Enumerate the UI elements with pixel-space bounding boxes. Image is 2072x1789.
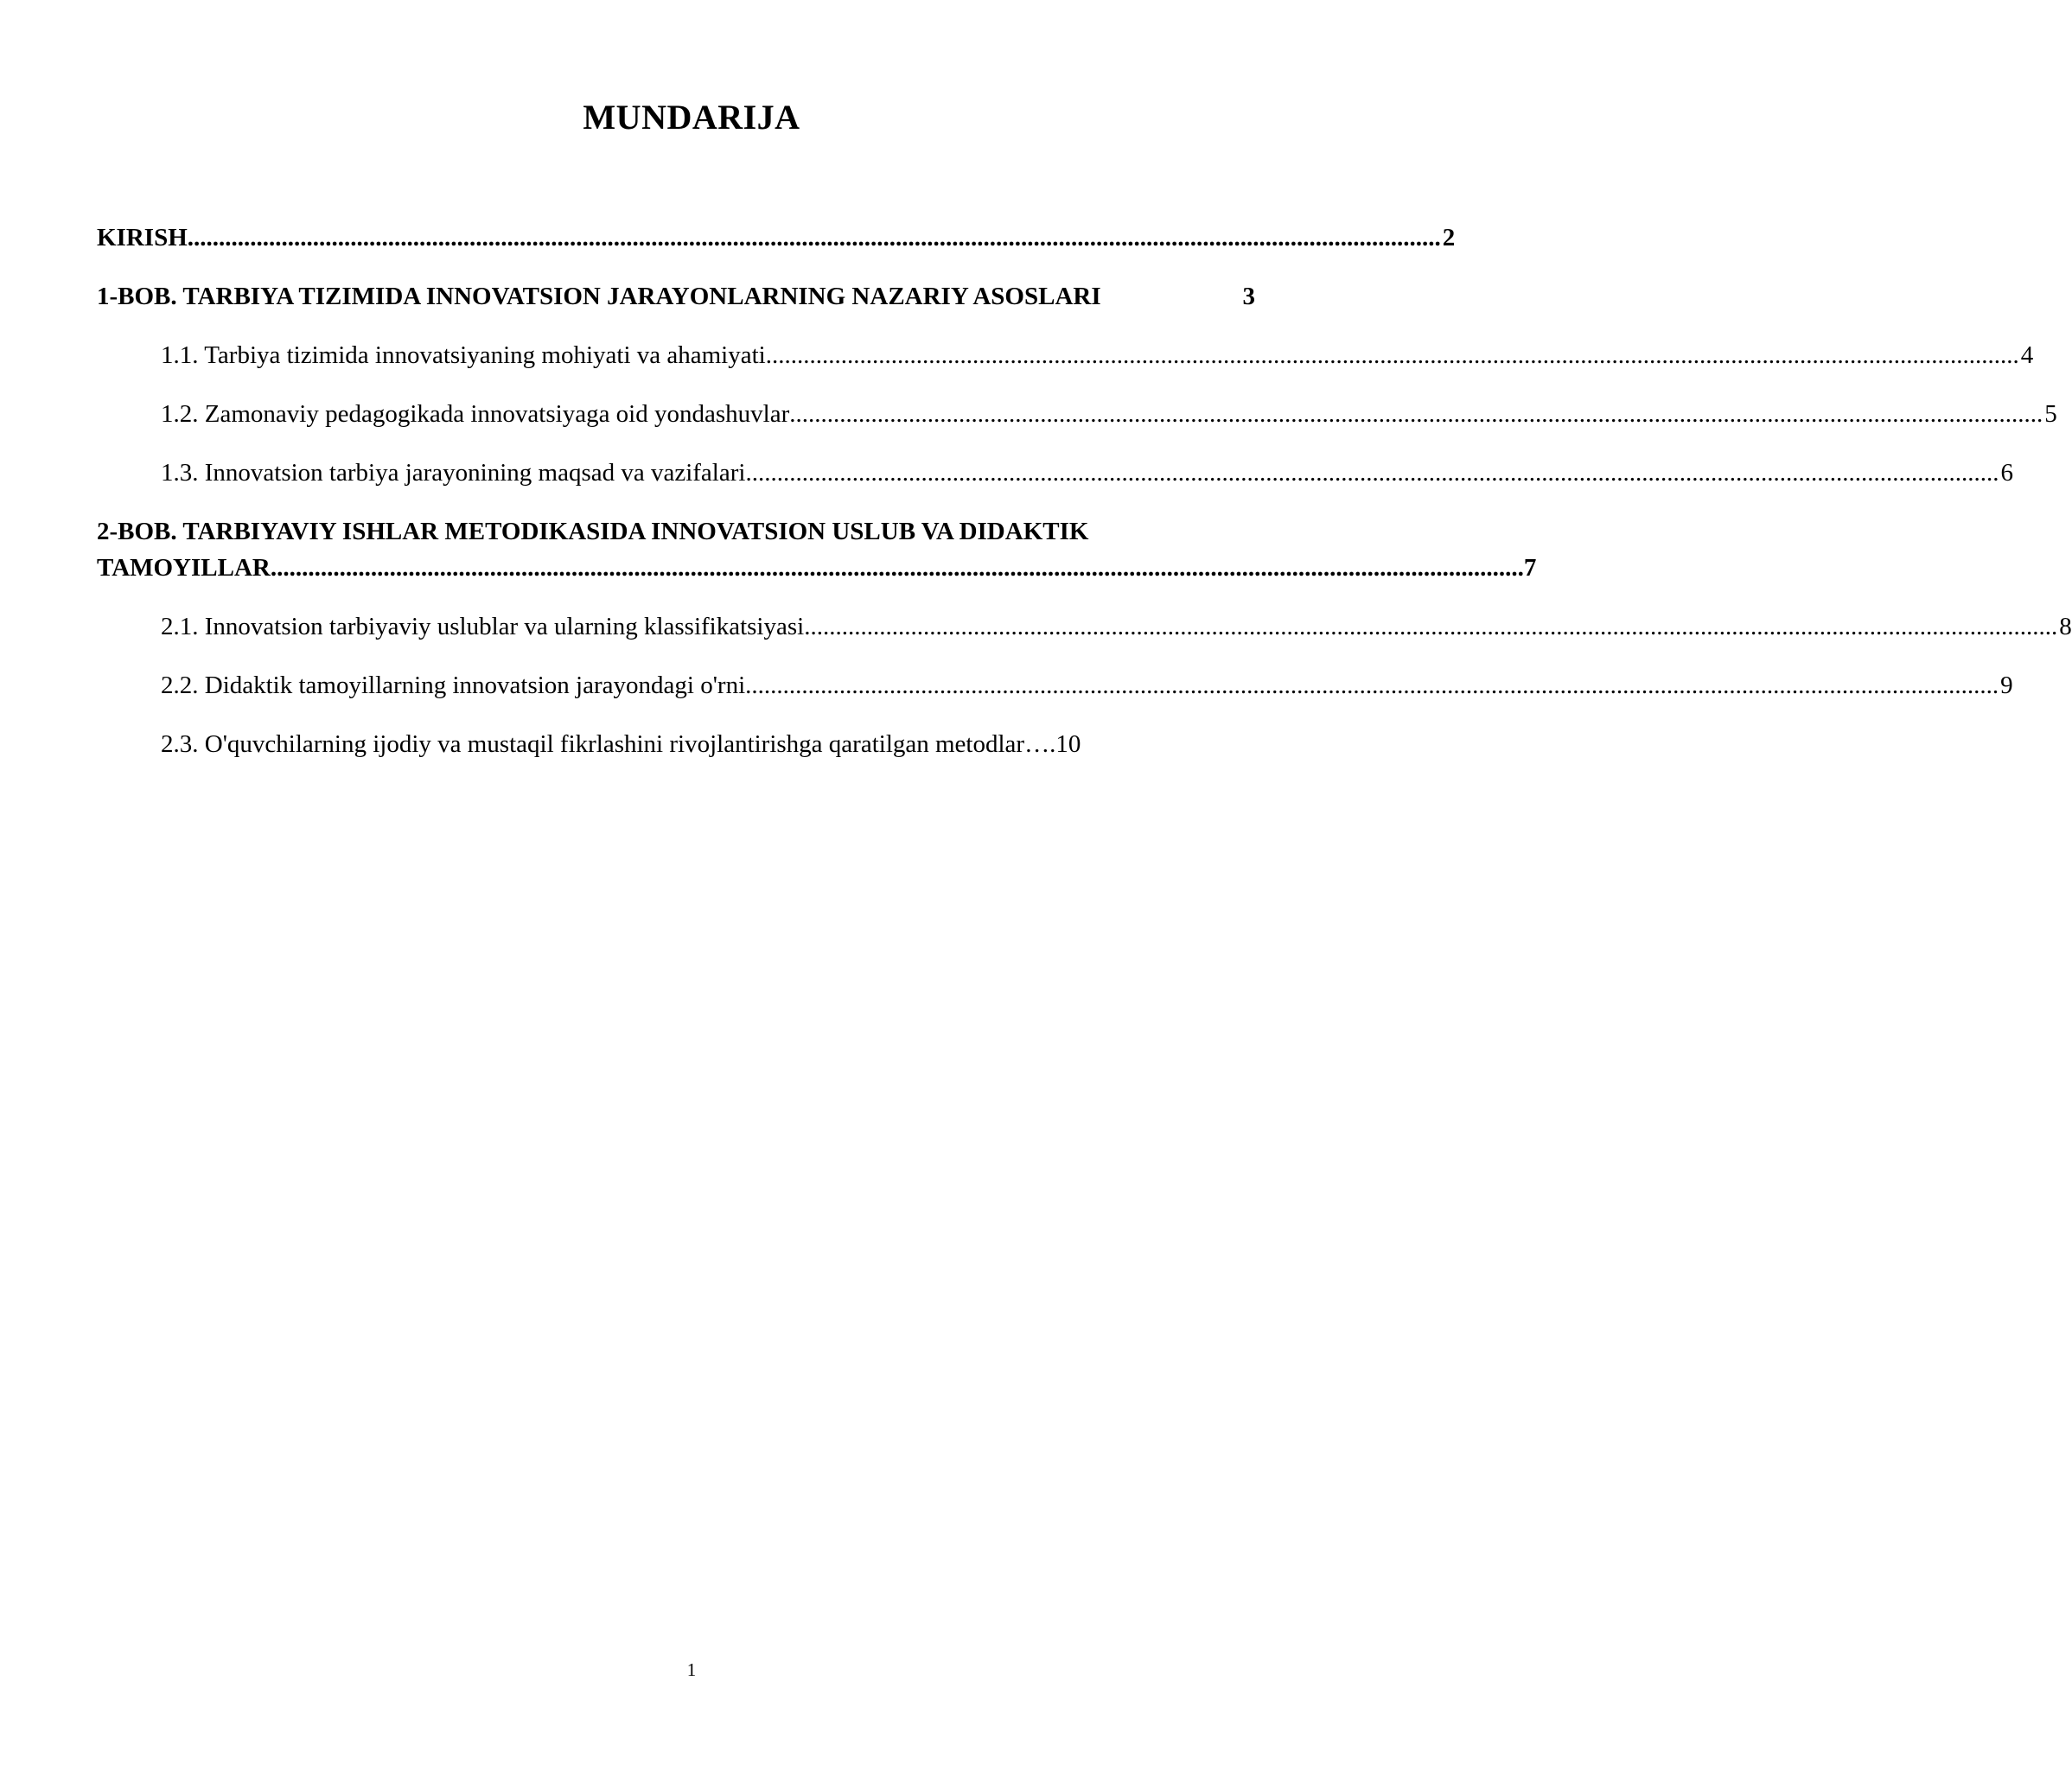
toc-entry-kirish[interactable] <box>97 220 1456 256</box>
toc-entry-page: 2 <box>1442 224 1456 251</box>
toc-entry-section-2-2[interactable] <box>97 667 2013 704</box>
toc-entry-title: KIRISH <box>97 224 188 251</box>
toc-entry-separator: …. <box>1024 730 1056 758</box>
toc-entry-page: 9 <box>2000 672 2013 699</box>
toc-entry-title: 1.3. Innovatsion tarbiya jarayonining maqsad va vazifalari <box>161 459 746 487</box>
toc-entry-title-line2: TAMOYILLAR <box>97 554 271 582</box>
toc-entry-title: 2.1. Innovatsion tarbiyaviy uslublar va ularning klassifikatsiyasi <box>161 613 805 640</box>
dot-leader: ........................................................................................................................................................................................................ <box>745 672 1999 699</box>
toc-entry-chapter-2[interactable] <box>97 513 1537 586</box>
toc-entry-title: 2.2. Didaktik tamoyillarning innovatsion jarayondagi o'rni <box>161 672 746 699</box>
toc-entry-title-line2-row <box>97 550 1537 586</box>
toc-entry-section-2-1[interactable] <box>97 608 2072 645</box>
dot-leader: ........................................................................................................................................................................................................ <box>804 613 2058 640</box>
toc-entry-page: 3 <box>1242 283 1255 310</box>
dot-leader: ........................................................................................................................................................................................................ <box>789 400 2043 428</box>
toc-entry-page: 8 <box>2059 613 2072 640</box>
page-title: MUNDARIJA <box>583 98 800 137</box>
toc-entry-page: 6 <box>2000 459 2013 487</box>
page-number: 1 <box>686 1659 697 1680</box>
toc-entry-chapter-1[interactable] <box>97 278 1255 315</box>
dot-leader: ........................................................................................................................................................................................................ <box>765 341 2019 369</box>
toc-entry-page: 5 <box>2044 400 2057 428</box>
toc-entry-section-1-1[interactable] <box>97 337 2034 373</box>
toc-entry-section-1-2[interactable] <box>97 396 2057 432</box>
toc-entry-title-line1: 2-BOB. TARBIYAVIY ISHLAR METODIKASIDA INNOVATSION USLUB VA DIDAKTIK <box>97 518 1089 545</box>
toc-entry-page: 4 <box>2020 341 2034 369</box>
toc-entry-title: 1.2. Zamonaviy pedagogikada innovatsiyaga oid yondashuvlar <box>161 400 790 428</box>
toc-entry-title: 2.3. O'quvchilarning ijodiy va mustaqil fikrlashini rivojlantirishga qaratilgan metodlar <box>161 730 1025 758</box>
toc-entry-title: 1-BOB. TARBIYA TIZIMIDA INNOVATSION JARAYONLARNING NAZARIY ASOSLARI <box>97 283 1101 310</box>
toc-entry-page: 7 <box>1523 554 1537 582</box>
dot-leader: ........................................................................................................................................................................................................ <box>745 459 1999 487</box>
toc-entry-page: 10 <box>1055 730 1081 758</box>
toc-entry-section-1-3[interactable] <box>97 455 2013 491</box>
toc-entry-title: 1.1. Tarbiya tizimida innovatsiyaning mohiyati va ahamiyati <box>161 341 766 369</box>
dot-leader: ........................................................................................................................................................................................................ <box>270 554 1524 582</box>
table-of-contents <box>97 220 2072 762</box>
toc-entry-section-2-3[interactable] <box>97 726 1160 762</box>
dot-leader: ........................................................................................................................................................................................................ <box>187 224 1441 251</box>
